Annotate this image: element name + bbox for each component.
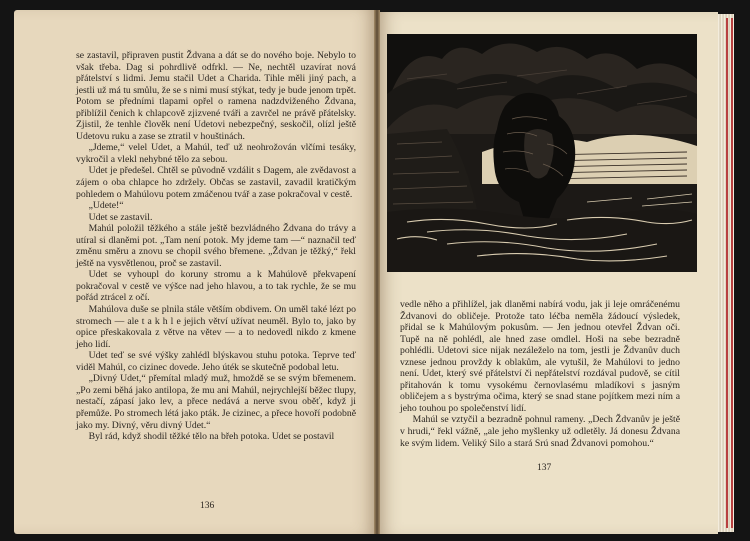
paragraph: „Divný Udet,“ přemítal mladý muž, hmoždě se se svým břemenem. „Po zemi běhá jako antilopa, že mu ani Mahúl, nejrychlejší běžec tlupy, nestačí, zápasí jako lev, a přece nedává a nerve svou oběť, když ji přemůže. Po stromech létá jako pták. Je cizinec, a přece hovoří podobně jako my. Divný, věru divný Udet.“ — [76, 373, 356, 431]
woodcut-illustration — [387, 34, 697, 272]
paragraph: „Jdeme,“ velel Udet, a Mahúl, teď už neohrožován vlčími tesáky, vykročil a vlekl nehybné tělo za sebou. — [76, 142, 356, 165]
paragraph: vedle něho a přihlížel, jak dlaněmi nabírá vodu, jak ji leje omráčenému Ždvanovi do obličeje. Protože tato léčba neměla žádoucí výsledek, přidal se k Mahúlovým pokusům. — Jen jednou otevřel Ždvan oči. Tupě na ně pohlédl, ale hned zase omdlel. Hoši na sebe bezradně pohlédli. Udetovi sice nijak nezáleželo na tom, jestli je Ždvanův duch vznese jednou provždy k oblakům, ale vytušil, že Mahúlovi to jedno není. Udet, který své přátelství či nepřátelství rozdával pudově, se cítil přitahován k tomu vysokému černovlasému mladíkovi s jasným obličejem a s bystrýma očima, který se snad stane pojítkem mezi ním a jeho touhou po společenství lidí. — [400, 299, 680, 414]
right-page-text — [400, 299, 680, 449]
paragraph: Udet je předešel. Chtěl se původně vzdálit s Dagem, ale zvědavost a zájem o oba chlapce ho zdržely. Občas se zastavil, zavadil kratičkým pohledem o Mahúlovu potem zmáčenou tvář a zase pokračoval v cestě. — [76, 165, 356, 200]
edge-stripe — [726, 18, 728, 528]
paragraph: Udet teď se své výšky zahlédl blýskavou stuhu potoka. Teprve teď viděl Mahúl, co cizinec dovede. Jeho úték se skutečně podobal letu. — [76, 350, 356, 373]
paragraph: se zastavil, připraven pustit Ždvana a dát se do nového boje. Nebylo to však třeba. Dag si pohrdlivě odfrkl. — Ne, nechtěl uzavírat nová přátelství s lidmi. Jemu stačil Udet a Charida. Tihle měli jiný pach, a jestli už má tu smůlu, že se s nimi musí stýkat, tedy je bude jenom trpět. Potom se předními tlapami opřel o ramena nadzdviženého Ždvana, přiblížil čenich k chlapcově zjizvené tváři a zavrčel ne právě přátelsky. Zjistil, že tenhle člověk není Udetovi nebezpečný, seskočil, olízl ještě Udetovu ruku a zase se ztratil v houštinách. — [76, 50, 356, 142]
page-number-left: 136 — [200, 501, 215, 511]
paragraph: Mahúl se vztyčil a bezradně pohnul rameny. „Dech Ždvanův je ještě v hrudi,“ řekl vážně, „ale jeho myšlenky už odletěly. Já donesu Ždvana ke svým lidem. Veliký Silo a stará Srú snad Ždvanovi pomohou.“ — [400, 414, 680, 449]
paragraph: Mahúl položil těžkého a stále ještě bezvládného Ždvana do trávy a utíral si dlaněmi pot. „Tam není potok. My jdeme tam —“ naznačil teď změnu směru a znovu se chopil svého břemene. „Ždvan je těžký,“ řekl ještě na vysvětlenou, proč se zastavil. — [76, 223, 356, 269]
paragraph: Mahúlova duše se plnila stále větším obdivem. On uměl také lézt po stromech — ale t a k h l e jejich větví užívat neuměl. Bylo to, jako by opice přeskakovala z větve na větev — a to nedovedl nikdo z kmene jeho lidí. — [76, 304, 356, 350]
paragraph: „Udete!“ — [88, 200, 124, 212]
edge-stripe — [731, 18, 733, 528]
paragraph: Byl rád, když shodil těžké tělo na břeh potoka. Udet se postavil — [88, 431, 335, 443]
left-page-text — [76, 50, 356, 443]
book-gutter — [374, 10, 380, 534]
paragraph: Udet se zastavil. — [88, 211, 153, 223]
paragraph: Udet se vyhoupl do koruny stromu a k Mahúlově překvapení pokračoval v cestě ve výšce nad jeho hlavou, a to tak rychle, že se mu pořád ztrácel z očí. — [76, 269, 356, 304]
page-number-right: 137 — [537, 463, 552, 473]
